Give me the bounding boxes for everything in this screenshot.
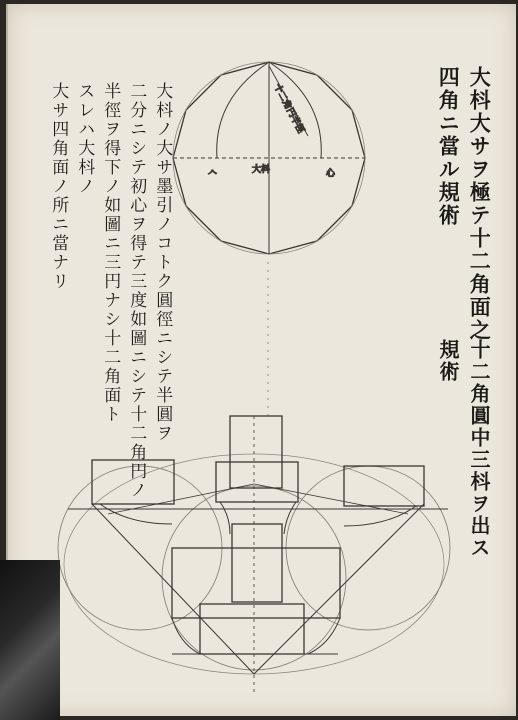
radius-note: 十二角円半徑 (271, 82, 306, 136)
wide-beam (172, 548, 340, 618)
body-line-2: 二分ニシテ初心ヲ得テ三度如圖ニシテ十二角円ノ (126, 82, 147, 500)
center-bracket-left (220, 502, 230, 534)
top-block (216, 462, 298, 502)
top-post (230, 416, 282, 488)
left-arc (217, 62, 269, 158)
title-line-1: 大枓大サヲ極テ十二角面之 (467, 66, 493, 342)
subtitle-line-1: 十二角圓中三枓ヲ出ス (467, 339, 491, 559)
lower-rect (200, 604, 304, 654)
diag-right-upper (254, 484, 408, 514)
manuscript-page (6, 4, 516, 716)
lower-bracket-left (172, 618, 200, 654)
right-block (344, 466, 424, 506)
book-spine-shadow (0, 560, 60, 720)
body-line-5: 大サ四角面ノ所ニ當ナリ (48, 82, 69, 291)
left-mark: 𠆢 (208, 169, 218, 179)
body-line-1: 大枓ノ大サ墨引ノコトク圓徑ニシテ半圓ヲ (152, 82, 173, 443)
diag-right (254, 504, 424, 674)
center-column (232, 524, 282, 602)
right-mark: 心 (326, 169, 336, 179)
left-bracket-curve (100, 504, 172, 524)
title-line-2: 四角ニ當ル規術 (436, 66, 462, 227)
center-bracket-right (284, 502, 296, 534)
body-line-3: 半徑ヲ得下ノ如圖ニ三円ナシ十二角面ト (100, 82, 121, 424)
upper-diagram (173, 62, 365, 254)
lower-diagram (58, 416, 450, 694)
subtitle-line-2: 規術 (436, 339, 460, 383)
body-line-4: スレハ大枓ノ (74, 82, 95, 196)
center-label: 大枓 (252, 165, 271, 175)
